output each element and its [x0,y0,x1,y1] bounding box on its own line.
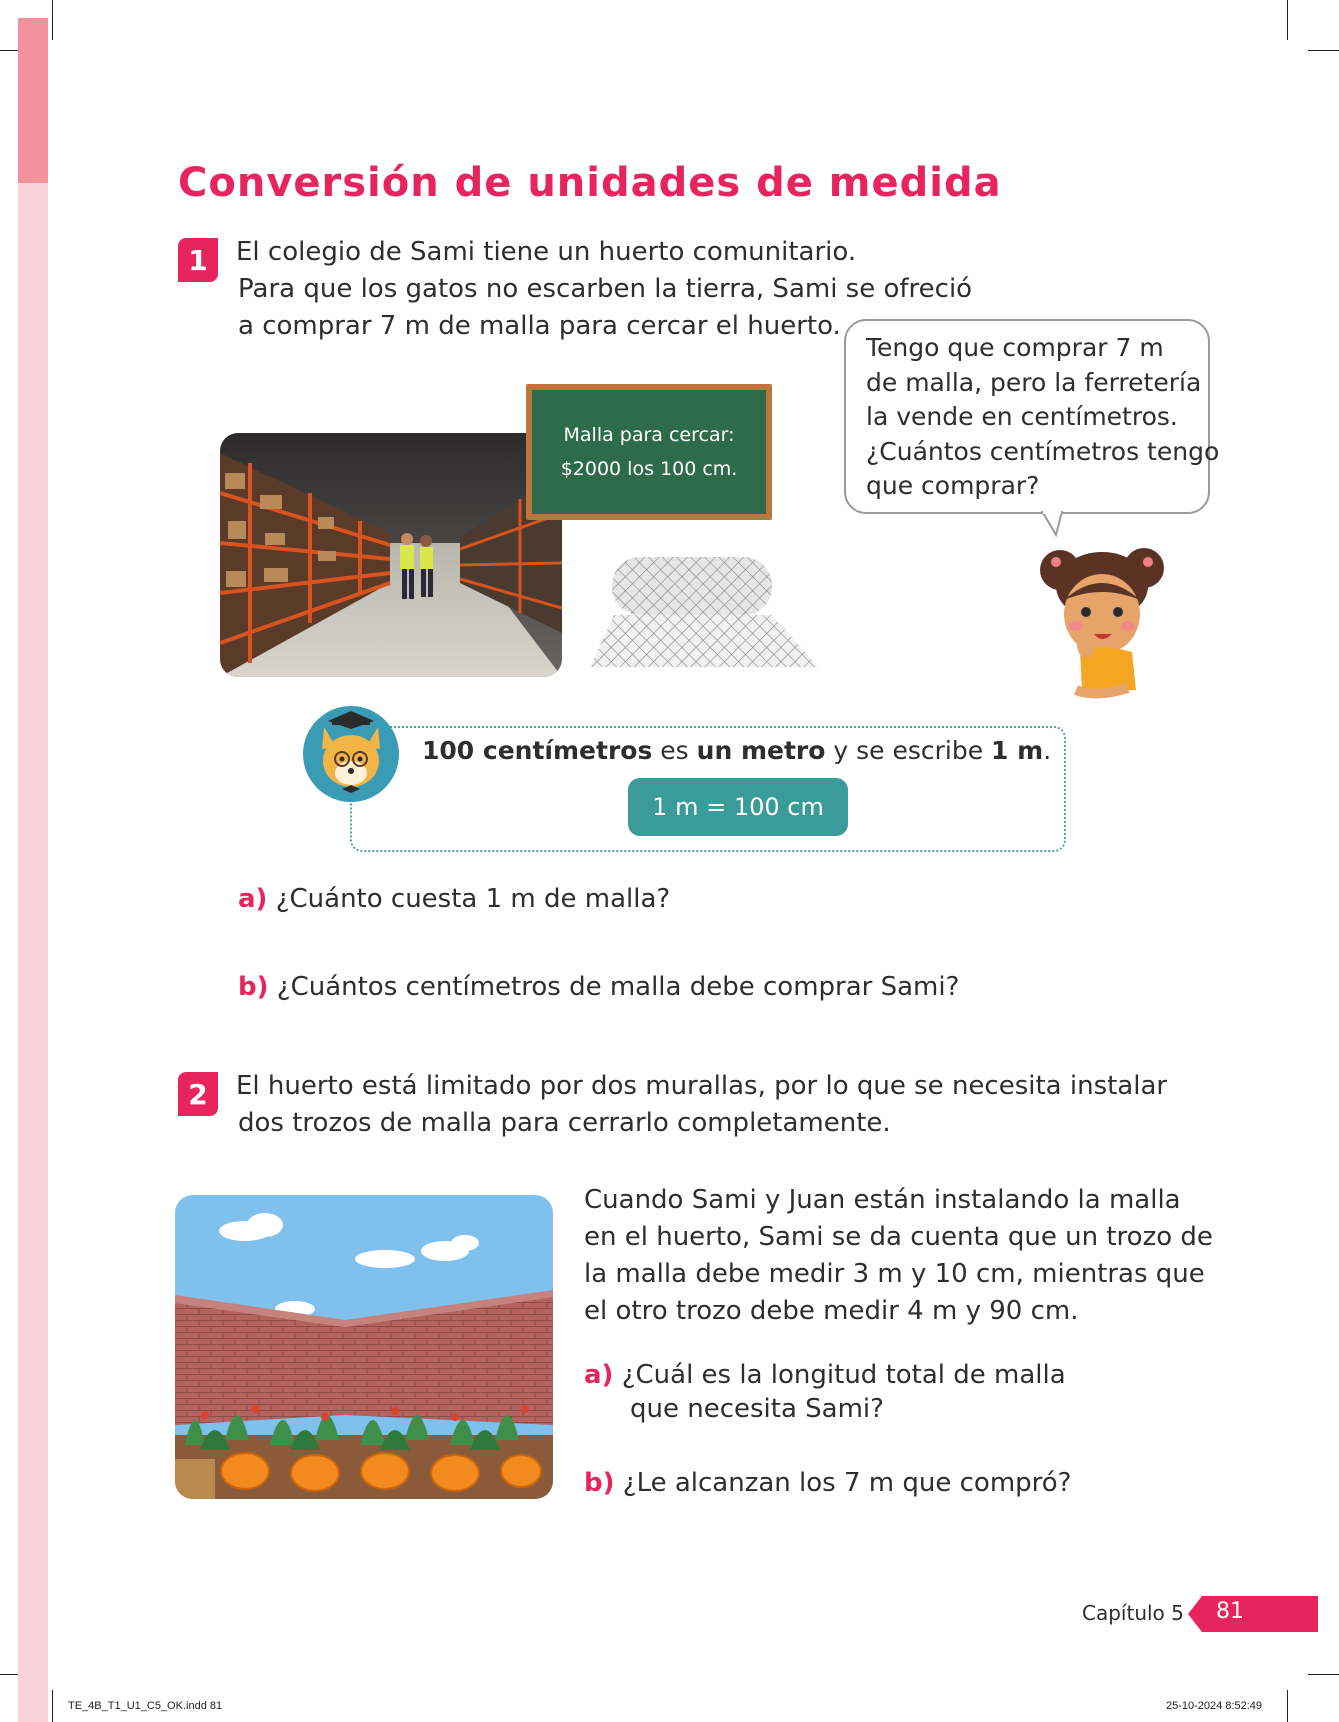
info-text-bold: un metro [696,736,826,765]
formula-pill: 1 m = 100 cm [628,778,848,836]
problem-number-badge: 1 [178,238,218,282]
page-number-tab [1188,1596,1318,1632]
problem2-paragraph-line: el otro trozo debe medir 4 m y 90 cm. [584,1296,1079,1326]
print-slug-left: TE_4B_T1_U1_C5_OK.indd 81 [68,1700,223,1712]
info-text: . [1043,736,1052,765]
girl-character-illustration [1036,540,1168,700]
fox-teacher-avatar [302,705,400,803]
question-a [238,884,670,914]
problem1-line: a comprar 7 m de malla para cercar el huerto. [238,311,841,341]
crop-mark [52,1690,53,1722]
speech-bubble [844,319,1220,514]
crop-mark [1308,50,1339,51]
question-letter: a) [238,884,268,914]
crop-mark [1287,0,1288,40]
question-b [238,972,959,1002]
info-text-bold: 100 centímetros [422,736,653,765]
info-text-bold: 1 m [991,736,1044,765]
page-number: 81 [1216,1599,1244,1624]
problem-number-badge: 2 [178,1072,218,1116]
crop-mark [1308,1674,1339,1675]
speech-bubble-tail [1040,511,1064,537]
mesh-roll-image [590,555,818,670]
margin-band-accent [18,18,48,183]
problem1-line: El colegio de Sami tiene un huerto comunitario. [236,237,857,267]
garden-illustration [175,1195,553,1499]
problem2-line: dos trozos de malla para cerrarlo completamente. [238,1108,891,1138]
sign-line: Malla para cercar: [563,424,735,446]
info-text: es [652,736,697,765]
problem1-line: Para que los gatos no escarben la tierra, Sami se ofreció [238,274,973,304]
question-a [584,1360,1066,1390]
question-letter: b) [584,1468,615,1498]
page-title: Conversión de unidades de medida [178,160,1002,206]
question-text: ¿Cuántos centímetros de malla debe comprar Sami? [276,972,960,1002]
crop-mark [52,0,53,40]
crop-mark [1287,1690,1288,1722]
question-text: ¿Cuál es la longitud total de malla [621,1360,1066,1390]
speech-line: de malla, pero la ferretería [866,367,1202,397]
info-statement [422,736,1051,765]
speech-line: la vende en centímetros. [866,402,1178,431]
problem2-paragraph-line: la malla debe medir 3 m y 10 cm, mientras que [584,1259,1205,1289]
question-letter: b) [238,972,269,1002]
print-slug-right: 25-10-2024 8:52:49 [1166,1700,1263,1712]
margin-band [18,18,48,1722]
question-text: ¿Cuánto cuesta 1 m de malla? [275,884,671,914]
price-chalkboard [526,384,772,520]
question-text: ¿Le alcanzan los 7 m que compró? [622,1468,1072,1498]
question-text-continued: que necesita Sami? [630,1394,884,1424]
question-letter: a) [584,1360,614,1390]
speech-line: Tengo que comprar 7 m [866,333,1164,362]
speech-line: ¿Cuántos centímetros tengo [866,436,1220,466]
question-b [584,1468,1071,1498]
info-text: y se escribe [825,736,992,765]
chapter-label: Capítulo 5 [1082,1601,1184,1625]
problem2-paragraph-line: Cuando Sami y Juan están instalando la malla [584,1185,1181,1215]
sign-line: $2000 los 100 cm. [560,458,738,480]
warehouse-photo [220,433,562,677]
problem2-paragraph-line: en el huerto, Sami se da cuenta que un trozo de [584,1222,1213,1252]
speech-line: que comprar? [866,471,1040,500]
problem2-line: El huerto está limitado por dos murallas, por lo que se necesita instalar [236,1071,1168,1101]
